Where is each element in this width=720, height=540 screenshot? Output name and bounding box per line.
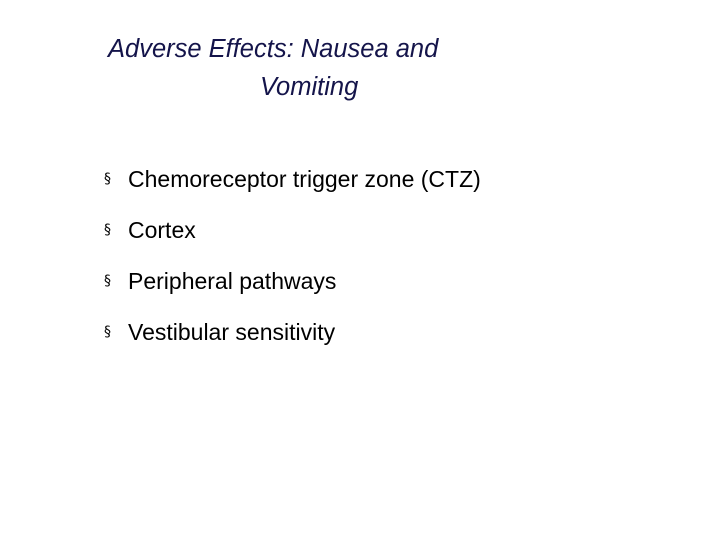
bullet-marker-icon: § xyxy=(104,324,111,340)
bullet-item xyxy=(104,162,481,196)
bullet-list xyxy=(104,162,481,366)
bullet-item xyxy=(104,315,481,349)
bullet-text: Chemoreceptor trigger zone (CTZ) xyxy=(128,165,481,192)
title-line-1: Adverse Effects: Nausea and xyxy=(108,35,439,63)
bullet-text: Cortex xyxy=(128,216,196,243)
bullet-item xyxy=(104,213,481,247)
bullet-marker-icon: § xyxy=(104,222,111,238)
bullet-marker-icon: § xyxy=(104,171,111,187)
title-line-2: Vomiting xyxy=(260,73,359,101)
bullet-marker-icon: § xyxy=(104,273,111,289)
slide-title xyxy=(108,30,558,106)
bullet-text: Peripheral pathways xyxy=(128,267,337,294)
bullet-text: Vestibular sensitivity xyxy=(128,318,336,345)
bullet-item xyxy=(104,264,481,298)
